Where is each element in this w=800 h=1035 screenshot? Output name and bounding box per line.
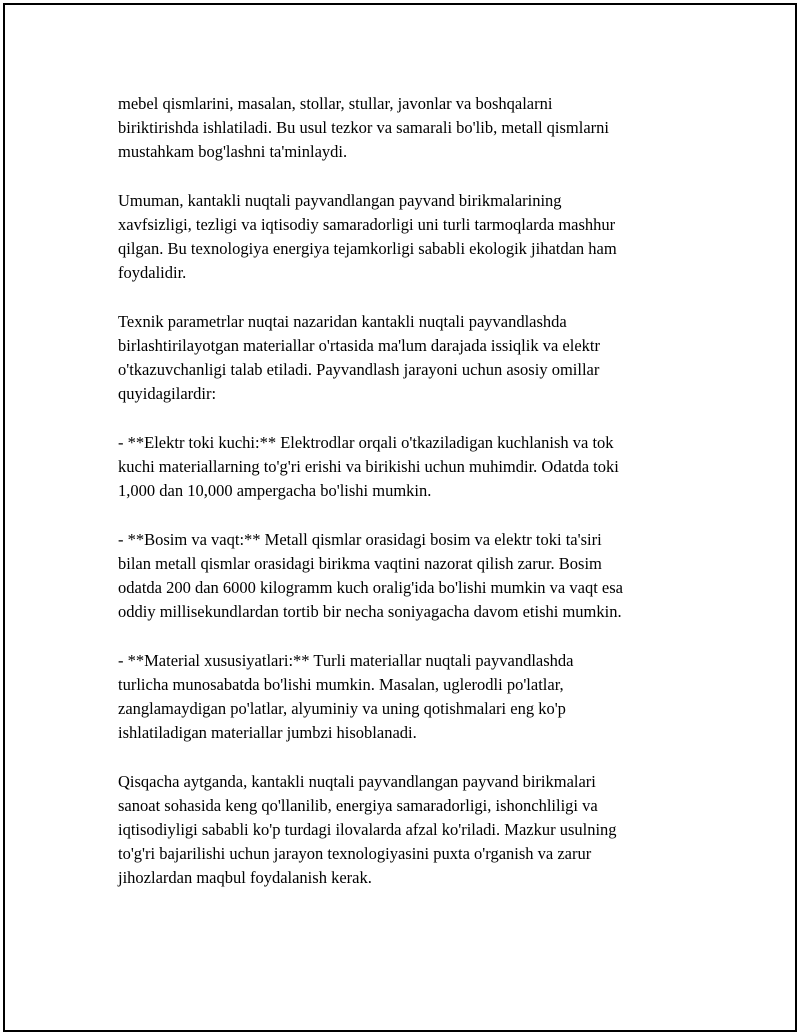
text-line: ishlatiladigan materiallar jumbzi hisoblanadi. [118, 723, 417, 743]
text-line: odatda 200 dan 6000 kilogramm kuch oralig'ida bo'lishi mumkin va vaqt esa [118, 578, 623, 597]
text-line: Texnik parametrlar nuqtai nazaridan kantakli nuqtali payvandlashda [118, 311, 567, 331]
list-item-electric-current [118, 431, 698, 504]
text-line: turlicha munosabatda bo'lishi mumkin. Masalan, uglerodli po'latlar, [118, 674, 564, 694]
paragraph-conclusion [118, 770, 698, 891]
text-line: o'tkazuvchanligi talab etiladi. Payvandlash jarayoni uchun asosiy omillar [118, 360, 600, 380]
text-line: zanglamaydigan po'latlar, alyuminiy va uning qotishmalari eng ko'p [118, 699, 566, 718]
text-line: oddiy millisekundlardan tortib bir necha soniyagacha davom etishi mumkin. [118, 602, 622, 622]
text-line: - **Elektr toki kuchi:** Elektrodlar orqali o'tkaziladigan kuchlanish va tok [118, 432, 614, 452]
text-line: bilan metall qismlar orasidagi birikma vaqtini nazorat qilish zarur. Bosim [118, 553, 602, 573]
paragraph-general-benefits [118, 189, 698, 286]
text-line: jihozlardan maqbul foydalanish kerak. [118, 868, 372, 888]
text-line: mustahkam bog'lashni ta'minlaydi. [118, 142, 348, 162]
list-item-pressure-and-time [118, 528, 698, 625]
text-line: xavfsizligi, tezligi va iqtisodiy samaradorligi uni turli tarmoqlarda mashhur [118, 215, 616, 234]
text-line: Umuman, kantakli nuqtali payvandlangan payvand birikmalarining [118, 190, 562, 210]
text-line: Qisqacha aytganda, kantakli nuqtali payvandlangan payvand birikmalari [118, 771, 596, 791]
text-line: iqtisodiyligi sababli ko'p turdagi ilovalarda afzal ko'riladi. Mazkur usulning [118, 820, 617, 839]
text-line: 1,000 dan 10,000 ampergacha bo'lishi mumkin. [118, 481, 432, 501]
text-line: - **Bosim va vaqt:** Metall qismlar orasidagi bosim va elektr toki ta'siri [118, 529, 602, 549]
text-line: foydalidir. [118, 263, 187, 283]
list-item-material-properties [118, 649, 698, 746]
document-body [118, 92, 698, 915]
paragraph-furniture-usage [118, 92, 698, 165]
text-line: - **Material xususiyatlari:** Turli materiallar nuqtali payvandlashda [118, 650, 574, 670]
paragraph-technical-parameters [118, 310, 698, 407]
text-line: qilgan. Bu texnologiya energiya tejamkorligi sababli ekologik jihatdan ham [118, 239, 617, 259]
text-line: biriktirishda ishlatiladi. Bu usul tezkor va samarali bo'lib, metall qismlarni [118, 118, 610, 138]
text-line: to'g'ri bajarilishi uchun jarayon texnologiyasini puxta o'rganish va zarur [118, 844, 592, 864]
text-line: mebel qismlarini, masalan, stollar, stullar, javonlar va boshqalarni [118, 94, 553, 113]
text-line: kuchi materiallarning to'g'ri erishi va birikishi uchun muhimdir. Odatda toki [118, 457, 619, 476]
text-line: quyidagilardir: [118, 384, 217, 404]
text-line: sanoat sohasida keng qo'llanilib, energiya samaradorligi, ishonchliligi va [118, 795, 598, 815]
text-line: birlashtirilayotgan materiallar o'rtasida ma'lum darajada issiqlik va elektr [118, 336, 600, 355]
